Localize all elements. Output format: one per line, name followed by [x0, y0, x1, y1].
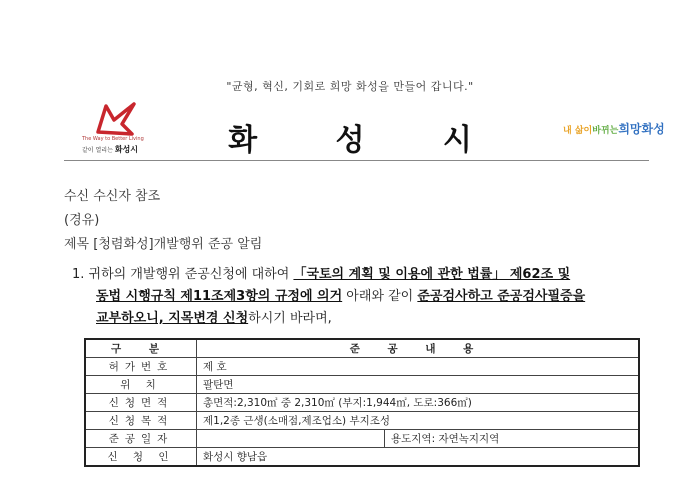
table-header-col2: 준 공 내 용	[197, 339, 640, 358]
row-label: 신청목적	[85, 412, 197, 430]
row-label: 신청면적	[85, 394, 197, 412]
recipient-line: 수신 수신자 참조	[64, 189, 161, 204]
row-value: 제1,2종 근생(소매점,제조업소) 부지조성	[197, 412, 640, 430]
row-value: 팔탄면	[197, 376, 640, 394]
row-label: 허가번호	[85, 358, 197, 376]
row-label: 신 청 인	[85, 448, 197, 467]
row-value: 제 호	[197, 358, 640, 376]
logo-right-part2: 바뀌는	[592, 126, 619, 136]
row-value: 화성시 향남읍	[197, 448, 640, 467]
row-label: 준공일자	[85, 430, 197, 448]
via-line: (경유)	[64, 213, 100, 228]
body-l1-a: 1. 귀하의 개발행위 준공신청에 대하여	[72, 267, 294, 282]
hope-hwaseong-logo	[563, 120, 665, 137]
body-l2-a: 동법 시행규칙 제11조제3항의 규정에 의거	[96, 289, 343, 304]
logo-sub-prefix: 같이 열리는	[82, 147, 113, 154]
table-row	[85, 358, 639, 376]
document-title: 화 성 시	[228, 123, 506, 158]
table-row	[85, 448, 639, 467]
table-row	[85, 394, 639, 412]
table-row	[85, 430, 639, 448]
body-line-2	[96, 285, 585, 304]
row-value	[197, 430, 385, 448]
body-line-3	[96, 307, 332, 326]
logo-right-part3: 희망화성	[618, 122, 665, 136]
slogan: "균형, 혁신, 기회로 희망 화성을 만들어 갑니다."	[226, 80, 474, 93]
logo-right-part1: 내 삶이	[563, 126, 593, 136]
completion-info-table	[84, 338, 640, 467]
body-l1-b: 「국토의 계획 및 이용에 관한 법률」 제62조 및	[293, 267, 571, 282]
body-l2-c: 준공검사하고 준공검사필증을	[417, 289, 586, 304]
body-l3-a: 교부하오니, 지목변경 신청	[96, 311, 249, 326]
body-line-1	[72, 263, 570, 282]
logo-tagline: The Way to Better Living	[82, 136, 144, 142]
table-row	[85, 376, 639, 394]
body-l3-b: 하시기 바라며,	[248, 311, 332, 326]
header-divider	[64, 160, 649, 161]
table-header-col1: 구 분	[85, 339, 197, 358]
body-l2-b: 아래와 같이	[342, 289, 418, 304]
row-label: 위 치	[85, 376, 197, 394]
row-value: 총면적:2,310㎡ 중 2,310㎡ (부지:1,944㎡, 도로:366㎡)	[197, 394, 640, 412]
row-extra: 용도지역: 자연녹지지역	[385, 430, 640, 448]
table-row	[85, 412, 639, 430]
subject-line: 제목 [청렴화성]개발행위 준공 알림	[64, 237, 263, 252]
logo-sub-name: 화성시	[114, 145, 138, 154]
table-header-row	[85, 339, 639, 358]
